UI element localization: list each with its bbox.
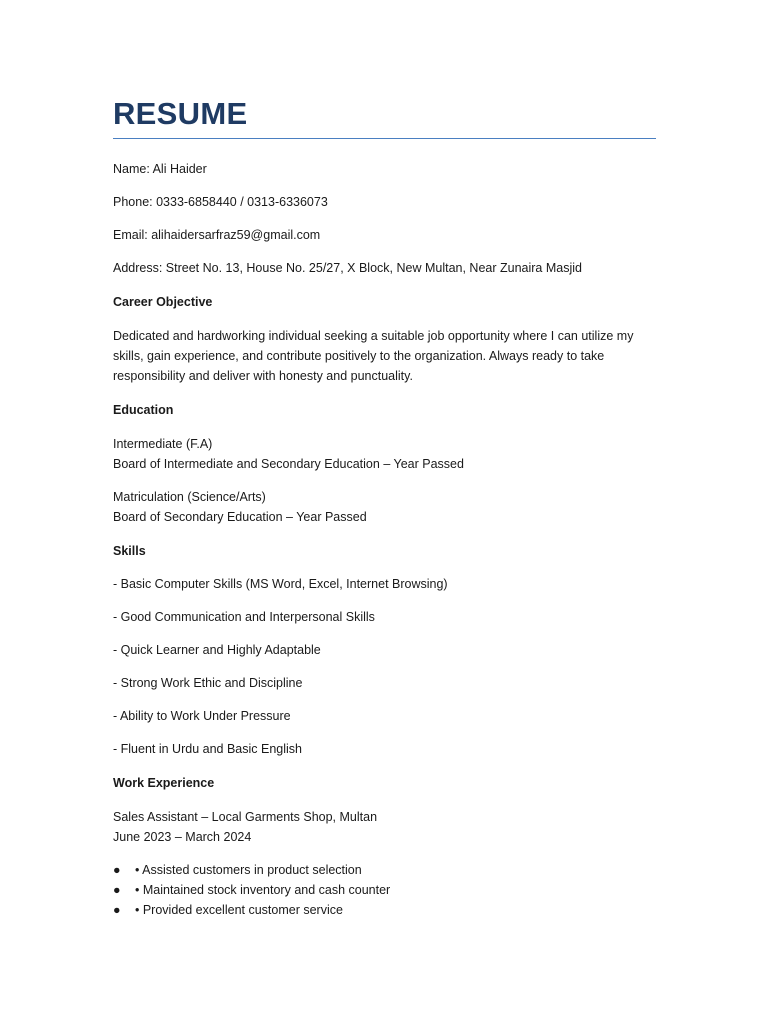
work-position: Sales Assistant – Local Garments Shop, Multan	[113, 810, 378, 824]
skill-item: - Strong Work Ethic and Discipline	[113, 676, 303, 690]
title-divider	[113, 138, 656, 139]
skill-item: - Ability to Work Under Pressure	[113, 709, 291, 723]
career-objective-text: Dedicated and hardworking individual seeking a suitable job opportunity where I can utilize my skills, gain experience, and contribute positively to the organization. Always ready to take responsibility and deliver with honesty and punctuality.	[113, 329, 634, 383]
contact-name: Name: Ali Haider	[113, 162, 207, 176]
education-heading: Education	[113, 403, 174, 417]
contact-phone: Phone: 0333-6858440 / 0313-6336073	[113, 195, 328, 209]
work-experience-heading: Work Experience	[113, 776, 215, 790]
education-item	[113, 487, 656, 527]
contact-address: Address: Street No. 13, House No. 25/27, X Block, New Multan, Near Zunaira Masjid	[113, 261, 582, 275]
work-duties-list	[113, 860, 656, 920]
skill-item: - Good Communication and Interpersonal Skills	[113, 610, 375, 624]
career-objective-heading: Career Objective	[113, 295, 213, 309]
bullet-icon: ●	[113, 903, 121, 917]
work-duty-text: • Provided excellent customer service	[135, 903, 343, 917]
work-period: June 2023 – March 2024	[113, 830, 252, 844]
skill-item: - Basic Computer Skills (MS Word, Excel, Internet Browsing)	[113, 577, 448, 591]
skills-heading: Skills	[113, 544, 146, 558]
skill-item: - Fluent in Urdu and Basic English	[113, 742, 302, 756]
contact-email: Email: alihaidersarfraz59@gmail.com	[113, 228, 321, 242]
list-item	[113, 860, 656, 880]
education-degree: Intermediate (F.A)	[113, 437, 213, 451]
bullet-icon: ●	[113, 883, 121, 897]
education-board: Board of Intermediate and Secondary Education – Year Passed	[113, 457, 464, 471]
resume-page	[113, 94, 656, 920]
education-item	[113, 434, 656, 474]
list-item	[113, 880, 656, 900]
skill-item: - Quick Learner and Highly Adaptable	[113, 643, 321, 657]
list-item	[113, 900, 656, 920]
education-board: Board of Secondary Education – Year Passed	[113, 510, 367, 524]
education-degree: Matriculation (Science/Arts)	[113, 490, 266, 504]
work-duty-text: • Maintained stock inventory and cash counter	[135, 883, 391, 897]
work-duty-text: • Assisted customers in product selection	[135, 863, 362, 877]
bullet-icon: ●	[113, 863, 121, 877]
resume-title: RESUME	[113, 96, 248, 131]
